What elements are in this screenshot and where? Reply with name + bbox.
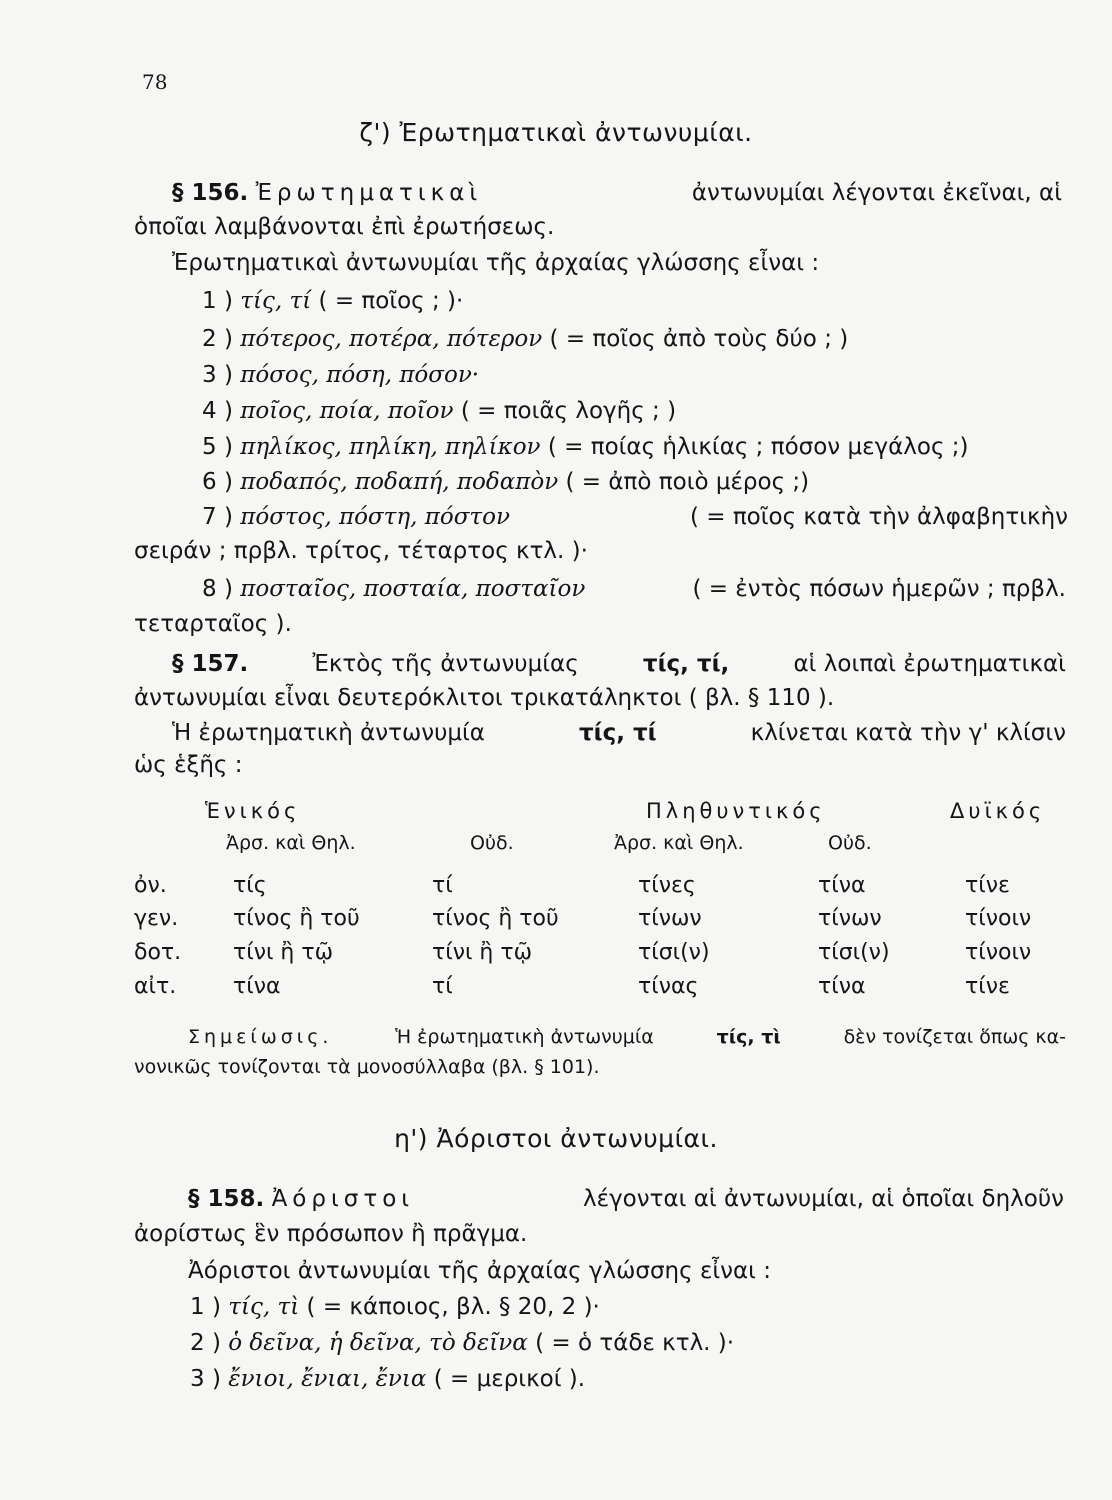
- term: Ἀόριστοι: [271, 1186, 415, 1212]
- table-cell: τίνοιν: [965, 940, 1032, 965]
- section-heading-interrogative: ζ') Ἐρωτηματικαὶ ἀντωνυμίαι.: [359, 118, 753, 147]
- note-label: Σημείωσις.: [188, 1026, 333, 1048]
- list-item: 4 ) ποῖος, ποία, ποῖον ( = ποιᾶς λογῆς ; ): [202, 398, 677, 424]
- list-item: 1 ) τίς, τὶ ( = κάποιος, βλ. § 20, 2 )·: [190, 1294, 600, 1320]
- list-item-continuation: σειράν ; πρβλ. τρίτος, τέταρτος κτλ. )·: [134, 538, 588, 564]
- table-cell: τί: [432, 974, 453, 999]
- note-line1: Σημείωσις. Ἡ ἐρωτηματικὴ ἀντωνυμία τίς, τὶ δὲν τονίζεται ὅπως κα-: [188, 1026, 1066, 1048]
- case-label: γεν.: [134, 906, 179, 931]
- section-number: § 157.: [172, 651, 249, 677]
- paragraph-157-line4: ὡς ἑξῆς :: [134, 752, 243, 778]
- table-cell: τίνων: [818, 906, 882, 931]
- paragraph-157-line2: ἀντωνυμίαι εἶναι δευτερόκλιτοι τρικατάληκτοι ( βλ. § 110 ).: [134, 685, 835, 711]
- paragraph-158-line3: Ἀόριστοι ἀντωνυμίαι τῆς ἀρχαίας γλώσσης εἶναι :: [188, 1258, 772, 1284]
- paragraph-157-line3: Ἡ ἐρωτηματικὴ ἀντωνυμία τίς, τί κλίνεται κατὰ τὴν γ' κλίσιν: [172, 720, 1066, 746]
- paragraph-156-line3: Ἐρωτηματικαὶ ἀντωνυμίαι τῆς ἀρχαίας γλώσσης εἶναι :: [172, 250, 820, 276]
- table-cell: τίνα: [818, 974, 866, 999]
- table-cell: τίνα: [818, 873, 866, 898]
- list-item: 6 ) ποδαπός, ποδαπή, ποδαπὸν ( = ἀπὸ ποιὸ μέρος ;): [202, 469, 810, 495]
- paragraph-157-line1: § 157. Ἐκτὸς τῆς ἀντωνυμίας τίς, τί, αἱ λοιπαὶ ἐρωτηματικαὶ: [172, 651, 1066, 677]
- column-header-plural: Πληθυντικός: [646, 799, 826, 823]
- table-cell: τίνα: [233, 974, 281, 999]
- case-label: δοτ.: [134, 940, 182, 965]
- list-item: 1 ) τίς, τί ( = ποῖος ; )·: [202, 288, 464, 314]
- list-item: 2 ) πότερος, ποτέρα, πότερον ( = ποῖος ἀπὸ τοὺς δύο ; ): [202, 326, 849, 352]
- table-cell: τίνος ἢ τοῦ: [233, 906, 360, 931]
- term: Ἐρωτηματικαὶ: [255, 180, 483, 206]
- table-cell: τίνι ἢ τῷ: [233, 940, 334, 965]
- column-header-dual: Δυϊκός: [950, 799, 1046, 823]
- subheader-masc-fem: Ἀρσ. καὶ Θηλ.: [226, 832, 356, 854]
- section-number: § 158.: [188, 1186, 265, 1212]
- paragraph-158-line2: ἀορίστως ἓν πρόσωπον ἢ πρᾶγμα.: [134, 1221, 528, 1247]
- table-cell: τίνι ἢ τῷ: [432, 940, 533, 965]
- table-cell: τίς: [233, 873, 267, 898]
- case-label: ὀν.: [134, 873, 167, 898]
- table-cell: τίνοιν: [965, 906, 1032, 931]
- table-cell: τίνων: [638, 906, 702, 931]
- note-line2: νονικῶς τονίζονται τὰ μονοσύλλαβα (βλ. § 101).: [134, 1056, 600, 1078]
- list-item: 3 ) ἔνιοι, ἔνιαι, ἔνια ( = μερικοί ).: [190, 1366, 586, 1392]
- subheader-neuter: Οὐδ.: [828, 832, 872, 854]
- list-item-continuation: τεταρταῖος ).: [134, 611, 292, 637]
- list-item: 2 ) ὁ δεῖνα, ἡ δεῖνα, τὸ δεῖνα ( = ὁ τάδε κτλ. )·: [190, 1330, 735, 1356]
- list-item: 8 ) ποσταῖος, ποσταία, ποσταῖον ( = ἐντὸς πόσων ἡμερῶν ; πρβλ.: [202, 576, 1066, 602]
- table-cell: τίσι(ν): [638, 940, 710, 965]
- subheader-neuter: Οὐδ.: [470, 832, 514, 854]
- table-cell: τίνε: [965, 974, 1010, 999]
- table-cell: τίσι(ν): [818, 940, 890, 965]
- list-item: 7 ) πόστος, πόστη, πόστον ( = ποῖος κατὰ τὴν ἀλφαβητικὴν: [202, 504, 1068, 530]
- section-heading-indefinite: η') Ἀόριστοι ἀντωνυμίαι.: [394, 1124, 718, 1153]
- section-number: § 156.: [172, 180, 249, 206]
- table-cell: τίνες: [638, 873, 696, 898]
- case-label: αἰτ.: [134, 974, 177, 999]
- list-item: 5 ) πηλίκος, πηλίκη, πηλίκον ( = ποίας ἡλικίας ; πόσον μεγάλος ;): [202, 434, 969, 460]
- table-cell: τίνος ἢ τοῦ: [432, 906, 559, 931]
- paragraph-156-line2: ὁποῖαι λαμβάνονται ἐπὶ ἐρωτήσεως.: [134, 214, 555, 240]
- table-cell: τί: [432, 873, 453, 898]
- column-header-singular: Ἑνικός: [205, 799, 301, 823]
- table-cell: τίνας: [638, 974, 699, 999]
- paragraph-text: ἀντωνυμίαι λέγονται ἐκεῖναι, αἱ: [691, 180, 1062, 206]
- paragraph-158-line1: § 158. Ἀόριστοι λέγονται αἱ ἀντωνυμίαι, αἱ ὁποῖαι δηλοῦν: [188, 1186, 1064, 1212]
- page-number: 78: [142, 70, 168, 94]
- table-cell: τίνε: [965, 873, 1010, 898]
- list-item: 3 ) πόσος, πόση, πόσον·: [202, 362, 480, 388]
- paragraph-156-line1: [172, 178, 1062, 208]
- subheader-masc-fem: Ἀρσ. καὶ Θηλ.: [614, 832, 744, 854]
